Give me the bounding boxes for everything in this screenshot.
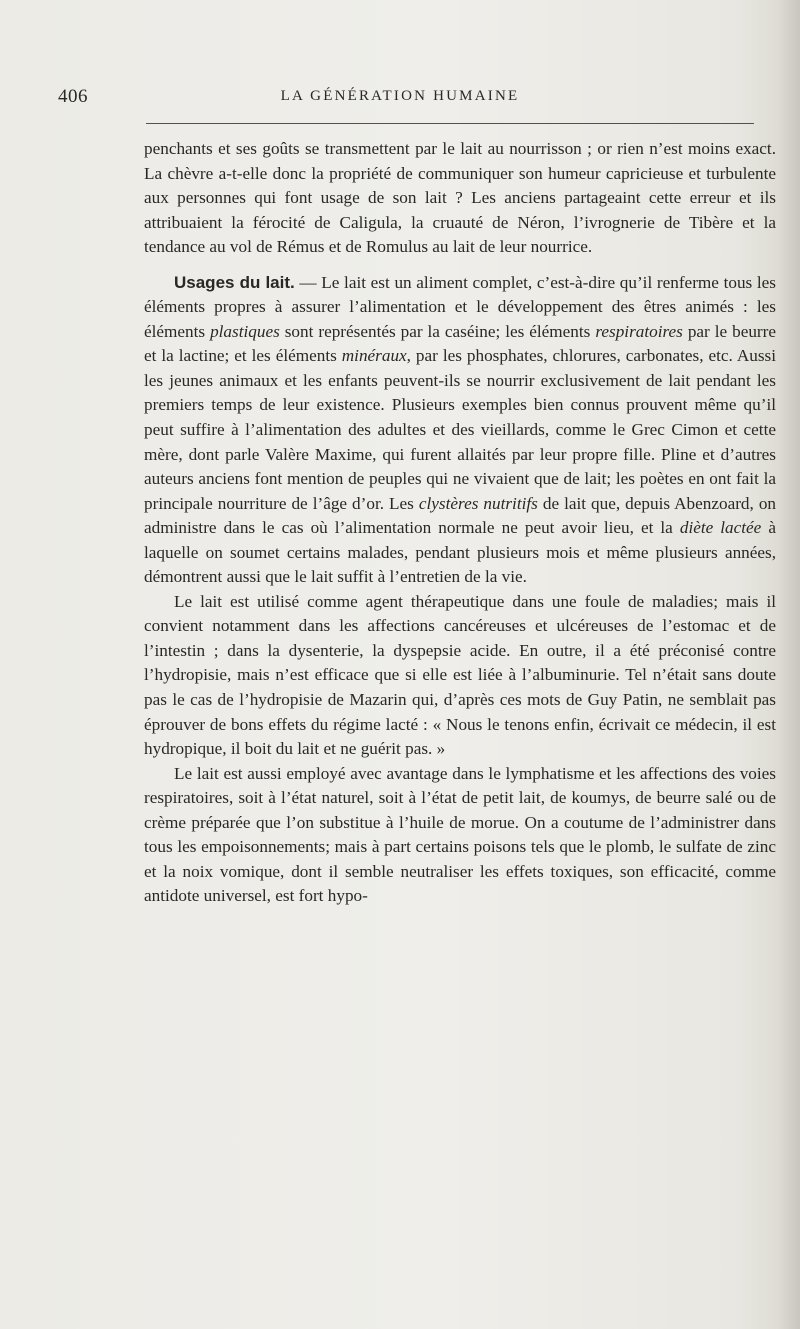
italic-term: respiratoires: [595, 321, 683, 341]
running-head: LA GÉNÉRATION HUMAINE: [280, 88, 520, 104]
text-run: — Le lait est un aliment complet, c’est-à-dire qu’il renferme tous les éléments propres à assurer l’alimentation et le développement des êtres animés : les éléments: [144, 272, 776, 341]
italic-term: clystères nutritifs: [418, 493, 538, 513]
text-run: par le beurre et la lactine; et les éléments: [144, 321, 776, 366]
section-heading: Usages du lait.: [174, 272, 295, 292]
text-run: sont représentés par la caséine; les éléments: [279, 321, 596, 341]
paragraph-4: Le lait est aussi employé avec avantage dans le lymphatisme et les affections des voies respiratoires, soit à l’état naturel, soit à l’état de petit lait, de koumys, de beurre salé ou de crème préparée que l’on substitue à l’huile de morue. On a coutume de l’administrer dans tous les empoisonnements; mais à part certains poisons tels que le plomb, le sulfate de zinc et la noix vomique, dont il semble neutraliser les effets toxiques, son efficacité, comme antidote universel, est fort hypo-: [144, 763, 776, 906]
header-rule: [146, 123, 754, 124]
italic-term: diète lactée: [679, 518, 762, 538]
italic-term: plastiques: [210, 321, 280, 341]
text-run: de lait que, depuis Abenzoard, on administre dans le cas où l’alimentation normale ne peut avoir lieu, et la: [144, 493, 777, 538]
body-text: [144, 137, 776, 909]
page-number: 406: [58, 86, 88, 107]
paragraph-1: penchants et ses goûts se transmettent par le lait au nourrisson ; or rien n’est moins exact. La chèvre a-t-elle donc la propriété de communiquer son humeur capricieuse et turbulente aux personnes qui font usage de son lait ? Les anciens partageaint cette erreur et ils attribuaient la férocité de Caligula, la cruauté de Néron, l’ivrognerie de Tibère et la tendance au vol de Rémus et de Romulus au lait de leur nourrice.: [144, 139, 776, 257]
paragraph-2: [144, 271, 776, 590]
text-run: à laquelle on soumet certains malades, pendant plusieurs mois et même plusieurs années, démontrent aussi que le lait suffit à l’entretien de la vie.: [144, 518, 776, 587]
italic-term: minéraux: [341, 346, 407, 366]
paragraph-3: Le lait est utilisé comme agent thérapeutique dans une foule de maladies; mais il convient notamment dans les affections cancéreuses et ulcéreuses de l’estomac et de l’intestin ; dans la dysenterie, la dyspepsie acide. En outre, il a été préconisé contre l’hydropisie, mais n’est efficace que si elle est liée à l’albuminurie. Tel n’était sans doute pas le cas de l’hydropisie de Mazarin qui, d’après ces mots de Guy Patin, ne semblait pas éprouver de bons effets du régime lacté : « Nous le tenons enfin, écrivait ce médecin, il est hydropique, il boit du lait et ne guérit pas. »: [144, 591, 776, 759]
text-run: , par les phosphates, chlorures, carbonates, etc. Aussi les jeunes animaux et les enfants peuvent-ils se nourrir exclusivement de lait pendant les premiers temps de leur existence. Plusieurs exemples bien connus prouvent même qu’il peut suffire à l’alimentation des adultes et des vieillards, comme le Grec Cimon et cette mère, dont parle Valère Maxime, qui furent allaités par leur propre fille. Pline et d’autres auteurs anciens font mention de peuples qui ne vivaient que de lait; les poètes en ont fait la principale nourriture de l’âge d’or. Les: [144, 346, 776, 513]
page-edge-shadow: [778, 0, 800, 1329]
